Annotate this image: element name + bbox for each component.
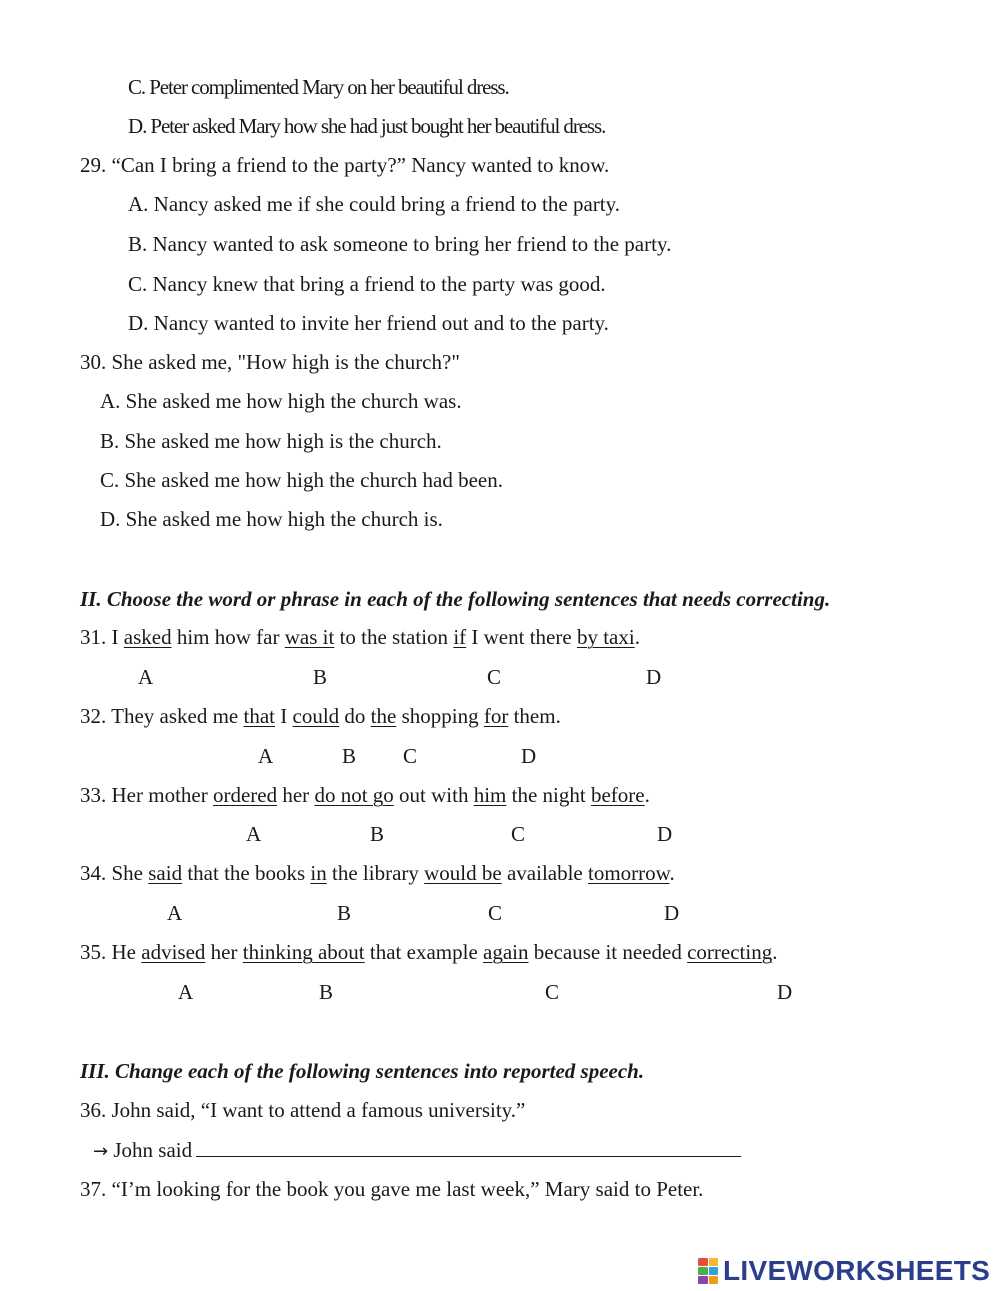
q34-text: the library: [326, 861, 425, 885]
q31-text: .: [634, 625, 640, 649]
q32-text: them.: [508, 704, 561, 728]
q35-underlined-c: again: [483, 940, 529, 964]
q34-label-c: C: [488, 901, 503, 925]
q33-label-c: C: [511, 822, 526, 846]
q29-option-b: B. Nancy wanted to ask someone to bring her friend to the party.: [128, 232, 672, 256]
q32-label-c: C: [403, 744, 418, 768]
q28-option-d: D. Peter asked Mary how she had just bought her beautiful dress.: [128, 114, 606, 138]
q29-stem: 29. “Can I bring a friend to the party?” Nancy wanted to know.: [80, 153, 610, 177]
q34-underlined-b: in: [310, 861, 327, 885]
q34-underlined-a: said: [148, 861, 183, 885]
q32-underlined-a: that: [243, 704, 275, 728]
q32-text: 32. They asked me: [80, 704, 244, 728]
q34-label-a: A: [167, 901, 183, 925]
q31-underlined-a: asked: [123, 625, 172, 649]
q34-text: 34. She: [80, 861, 149, 885]
logo-block: [698, 1267, 708, 1275]
q31-underlined-b: was it: [284, 625, 335, 649]
q35-label-d: D: [777, 980, 793, 1004]
q32-label-d: D: [521, 744, 537, 768]
q28-option-c: C. Peter complimented Mary on her beautiful dress.: [128, 75, 509, 99]
q29-option-d: D. Nancy wanted to invite her friend out and to the party.: [128, 311, 609, 335]
q33-text: the night: [506, 783, 591, 807]
q33-underlined-b: do not go: [314, 783, 394, 807]
q32-label-b: B: [342, 744, 357, 768]
q34-text: available: [501, 861, 589, 885]
q33-text: 33. Her mother: [80, 783, 213, 807]
q31-label-b: B: [313, 665, 328, 689]
q36-stem: 36. John said, “I want to attend a famous university.”: [80, 1098, 526, 1122]
q32-label-a: A: [258, 744, 274, 768]
q31-text: 31. I: [80, 625, 124, 649]
q34-sentence: [80, 860, 675, 886]
q35-text: .: [772, 940, 778, 964]
q35-sentence: [80, 939, 777, 965]
q34-underlined-d: tomorrow: [588, 861, 670, 885]
q32-text: I: [275, 704, 293, 728]
logo-block: [698, 1276, 708, 1284]
q31-sentence: [80, 624, 640, 650]
q31-label-c: C: [487, 665, 502, 689]
q29-option-c: C. Nancy knew that bring a friend to the party was good.: [128, 272, 606, 296]
q35-label-b: B: [319, 980, 334, 1004]
logo-text: LIVEWORKSHEETS: [723, 1255, 991, 1286]
q33-text: .: [644, 783, 650, 807]
q31-label-d: D: [646, 665, 662, 689]
q32-underlined-d: for: [483, 704, 509, 728]
q30-option-d: D. She asked me how high the church is.: [100, 507, 443, 531]
q32-text: shopping: [396, 704, 484, 728]
q33-underlined-c: him: [473, 783, 507, 807]
logo-block: [709, 1267, 719, 1275]
q35-label-a: A: [178, 980, 194, 1004]
q32-sentence: [80, 703, 561, 729]
q32-underlined-c: the: [370, 704, 397, 728]
q34-label-d: D: [664, 901, 680, 925]
q33-text: out with: [393, 783, 474, 807]
q34-text: that the books: [182, 861, 311, 885]
q30-option-c: C. She asked me how high the church had been.: [100, 468, 503, 492]
q35-underlined-a: advised: [141, 940, 206, 964]
q35-text: 35. He: [80, 940, 142, 964]
liveworksheets-logo: [698, 1256, 990, 1286]
q35-text: her: [205, 940, 243, 964]
q36-answer-prefix: John said: [113, 1138, 193, 1162]
section-2-heading: II. Choose the word or phrase in each of the following sentences that needs correcting.: [80, 587, 831, 611]
q30-option-b: B. She asked me how high is the church.: [100, 429, 442, 453]
q33-text: her: [277, 783, 315, 807]
q34-underlined-c: would be: [424, 861, 502, 885]
q35-text: that example: [364, 940, 484, 964]
q33-label-b: B: [370, 822, 385, 846]
q29-option-a: A. Nancy asked me if she could bring a friend to the party.: [128, 192, 620, 216]
logo-block: [709, 1276, 719, 1284]
q32-text: do: [339, 704, 371, 728]
q30-option-a: A. She asked me how high the church was.: [100, 389, 462, 413]
q35-text: because it needed: [528, 940, 688, 964]
q30-stem: 30. She asked me, "How high is the church?": [80, 350, 460, 374]
q36-answer-row: [93, 1136, 741, 1165]
q31-underlined-d: by taxi: [576, 625, 635, 649]
q31-underlined-c: if: [453, 625, 467, 649]
q34-label-b: B: [337, 901, 352, 925]
q35-underlined-b: thinking about: [242, 940, 365, 964]
q34-text: .: [669, 861, 675, 885]
logo-block: [698, 1258, 708, 1266]
logo-blocks-icon: [698, 1258, 718, 1284]
q31-label-a: A: [138, 665, 154, 689]
q31-text: him how far: [171, 625, 285, 649]
q35-label-c: C: [545, 980, 560, 1004]
logo-block: [709, 1258, 719, 1266]
q31-text: to the station: [334, 625, 454, 649]
q33-underlined-a: ordered: [212, 783, 278, 807]
q36-answer-blank[interactable]: [196, 1136, 741, 1157]
q35-underlined-d: correcting: [687, 940, 773, 964]
arrow-right-icon: →: [93, 1141, 109, 1162]
section-3-heading: III. Change each of the following sentences into reported speech.: [80, 1059, 645, 1083]
q33-label-a: A: [246, 822, 262, 846]
q33-underlined-d: before: [590, 783, 645, 807]
q33-label-d: D: [657, 822, 673, 846]
q37-stem: 37. “I’m looking for the book you gave me last week,” Mary said to Peter.: [80, 1177, 704, 1201]
q33-sentence: [80, 782, 650, 808]
q32-underlined-b: could: [292, 704, 340, 728]
q31-text: I went there: [466, 625, 577, 649]
